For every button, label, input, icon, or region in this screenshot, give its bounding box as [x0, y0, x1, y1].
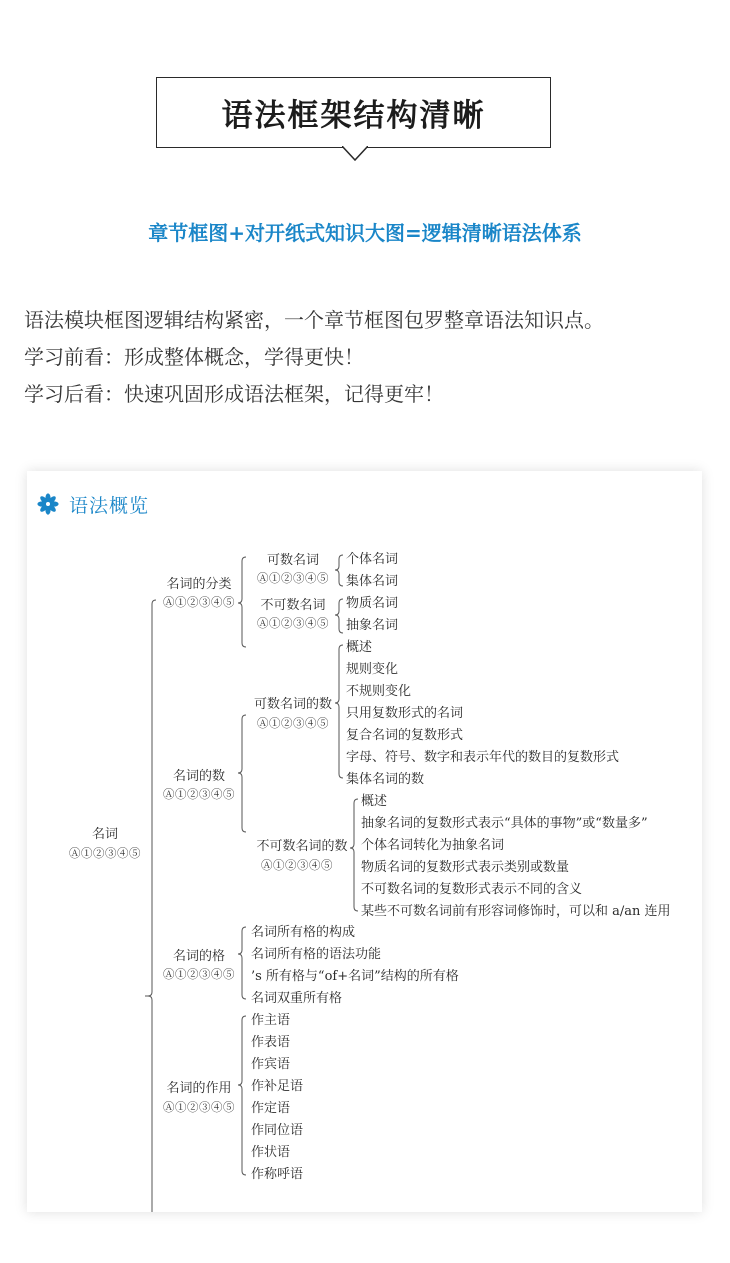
leaf-item: 名词所有格的语法功能 — [251, 947, 382, 962]
leaf-item: 概述 — [346, 640, 373, 655]
leaf-item: 名词双重所有格 — [251, 991, 343, 1006]
group-code: Ⓐ①②③④⑤ — [163, 967, 235, 981]
subgroup-code: Ⓐ①②③④⑤ — [257, 716, 329, 730]
leaf-item: 作称呼语 — [251, 1167, 304, 1182]
title-notch-chevron — [342, 146, 368, 162]
root-label: 名词 — [91, 827, 119, 842]
leaf-item: 个体名词 — [346, 552, 399, 567]
grammar-tree-diagram — [27, 471, 702, 1212]
subgroup-label: 不可数名词的数 — [256, 839, 348, 854]
intro-line: 学习前看：形成整体概念，学得更快！ — [24, 345, 364, 369]
leaf-item: 作状语 — [251, 1145, 291, 1160]
leaf-item: 集体名词的数 — [346, 772, 425, 787]
group-label: 名词的作用 — [166, 1081, 232, 1096]
leaf-item: 物质名词 — [346, 596, 399, 611]
intro-text — [24, 302, 604, 413]
leaf-item: 概述 — [361, 794, 388, 809]
card-heading: 语法概览 — [69, 494, 150, 517]
leaf-item: 字母、符号、数字和表示年代的数目的复数形式 — [346, 750, 620, 765]
subtitle: 章节框图+对开纸式知识大图=逻辑清晰语法体系 — [148, 221, 582, 245]
leaf-item: 作表语 — [251, 1035, 291, 1050]
leaf-item: 个体名词转化为抽象名词 — [361, 838, 505, 853]
group-label: 名词的数 — [172, 769, 226, 784]
group-code: Ⓐ①②③④⑤ — [163, 787, 235, 801]
leaf-item: 作主语 — [251, 1013, 291, 1028]
group-label: 名词的分类 — [166, 577, 232, 592]
leaf-item: 作同位语 — [251, 1123, 304, 1138]
section-title-box — [156, 77, 551, 148]
leaf-item: ’s 所有格与“of+名词”结构的所有格 — [251, 969, 459, 984]
subgroup-label: 不可数名词 — [260, 598, 326, 613]
leaf-item: 不规则变化 — [346, 684, 412, 699]
subgroup-code: Ⓐ①②③④⑤ — [257, 616, 329, 630]
subgroup-code: Ⓐ①②③④⑤ — [257, 571, 329, 585]
subgroup-label: 可数名词 — [266, 553, 320, 568]
leaf-item: 抽象名词 — [346, 618, 399, 633]
section-title: 语法框架结构清晰 — [221, 98, 486, 134]
leaf-item: 复合名词的复数形式 — [346, 728, 464, 743]
intro-line: 语法模块框图逻辑结构紧密，一个章节框图包罗整章语法知识点。 — [24, 308, 604, 332]
leaf-item: 不可数名词的复数形式表示不同的含义 — [361, 882, 583, 897]
leaf-item: 作补足语 — [251, 1079, 304, 1094]
leaf-item: 作定语 — [251, 1101, 291, 1116]
root-code: Ⓐ①②③④⑤ — [69, 846, 141, 860]
subgroup-code: Ⓐ①②③④⑤ — [261, 858, 333, 872]
leaf-item: 物质名词的复数形式表示类别或数量 — [361, 860, 570, 875]
leaf-item: 抽象名词的复数形式表示“具体的事物”或“数量多” — [361, 816, 648, 831]
intro-line: 学习后看：快速巩固形成语法框架，记得更牢！ — [24, 382, 444, 406]
group-label: 名词的格 — [172, 949, 226, 964]
leaf-item: 作宾语 — [251, 1057, 291, 1072]
subgroup-label: 可数名词的数 — [253, 697, 333, 712]
leaf-item: 规则变化 — [346, 662, 399, 677]
leaf-item: 某些不可数名词前有形容词修饰时，可以和 a/an 连用 — [361, 904, 671, 919]
grammar-overview-card — [27, 471, 702, 1212]
leaf-item: 只用复数形式的名词 — [346, 706, 464, 721]
group-code: Ⓐ①②③④⑤ — [163, 595, 235, 609]
leaf-item: 集体名词 — [346, 574, 399, 589]
group-code: Ⓐ①②③④⑤ — [163, 1100, 235, 1114]
leaf-item: 名词所有格的构成 — [251, 925, 356, 940]
